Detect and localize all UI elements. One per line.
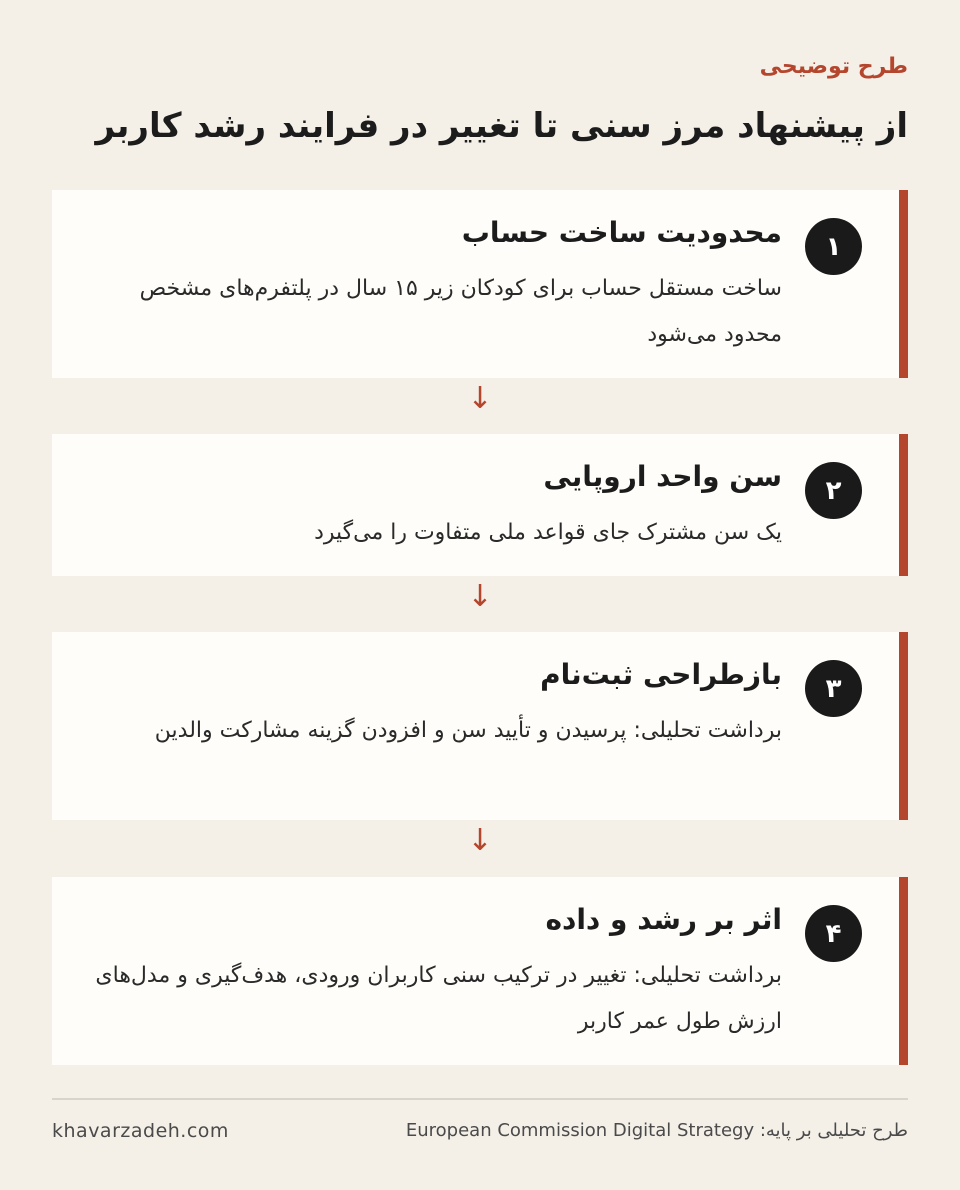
- page-title: از پیشنهاد مرز سنی تا تغییر در فرایند رشد کاربر: [95, 106, 908, 146]
- step-number-badge: ۲: [805, 462, 862, 519]
- step-number-badge: ۳: [805, 660, 862, 717]
- down-arrow-icon: ↓: [467, 381, 493, 416]
- website-link[interactable]: khavarzadeh.com: [52, 1120, 229, 1142]
- step-description: برداشت تحلیلی: پرسیدن و تأیید سن و افزودن گزینه مشارکت والدین: [154, 718, 782, 743]
- source-credit: طرح تحلیلی بر پایه: European Commission Digital Strategy: [405, 1120, 908, 1141]
- step-title: سن واحد اروپایی: [543, 460, 782, 493]
- step-number-badge: ۱: [805, 218, 862, 275]
- step-card-1: [52, 190, 908, 378]
- step-title: اثر بر رشد و داده: [545, 903, 782, 936]
- kicker-label: طرح توضیحی: [759, 54, 908, 79]
- step-title: محدودیت ساخت حساب: [461, 216, 782, 249]
- step-description: برداشت تحلیلی: تغییر در ترکیب سنی کاربران ورودی، هدف‌گیری و مدل‌های ارزش طول عمر کاربر: [95, 963, 782, 1034]
- down-arrow-icon: ↓: [467, 823, 493, 858]
- step-card-2: [52, 434, 908, 576]
- step-title: بازطراحی ثبت‌نام: [540, 658, 782, 691]
- step-card-3: [52, 632, 908, 820]
- infographic: [52, 0, 908, 1190]
- step-description: یک سن مشترک جای قواعد ملی متفاوت را می‌گیرد: [314, 520, 782, 545]
- step-number-badge: ۴: [805, 905, 862, 962]
- step-description: ساخت مستقل حساب برای کودکان زیر ۱۵ سال در پلتفرم‌های مشخص محدود می‌شود: [139, 276, 782, 347]
- down-arrow-icon: ↓: [467, 579, 493, 614]
- footer-divider: [52, 1098, 908, 1100]
- step-card-4: [52, 877, 908, 1065]
